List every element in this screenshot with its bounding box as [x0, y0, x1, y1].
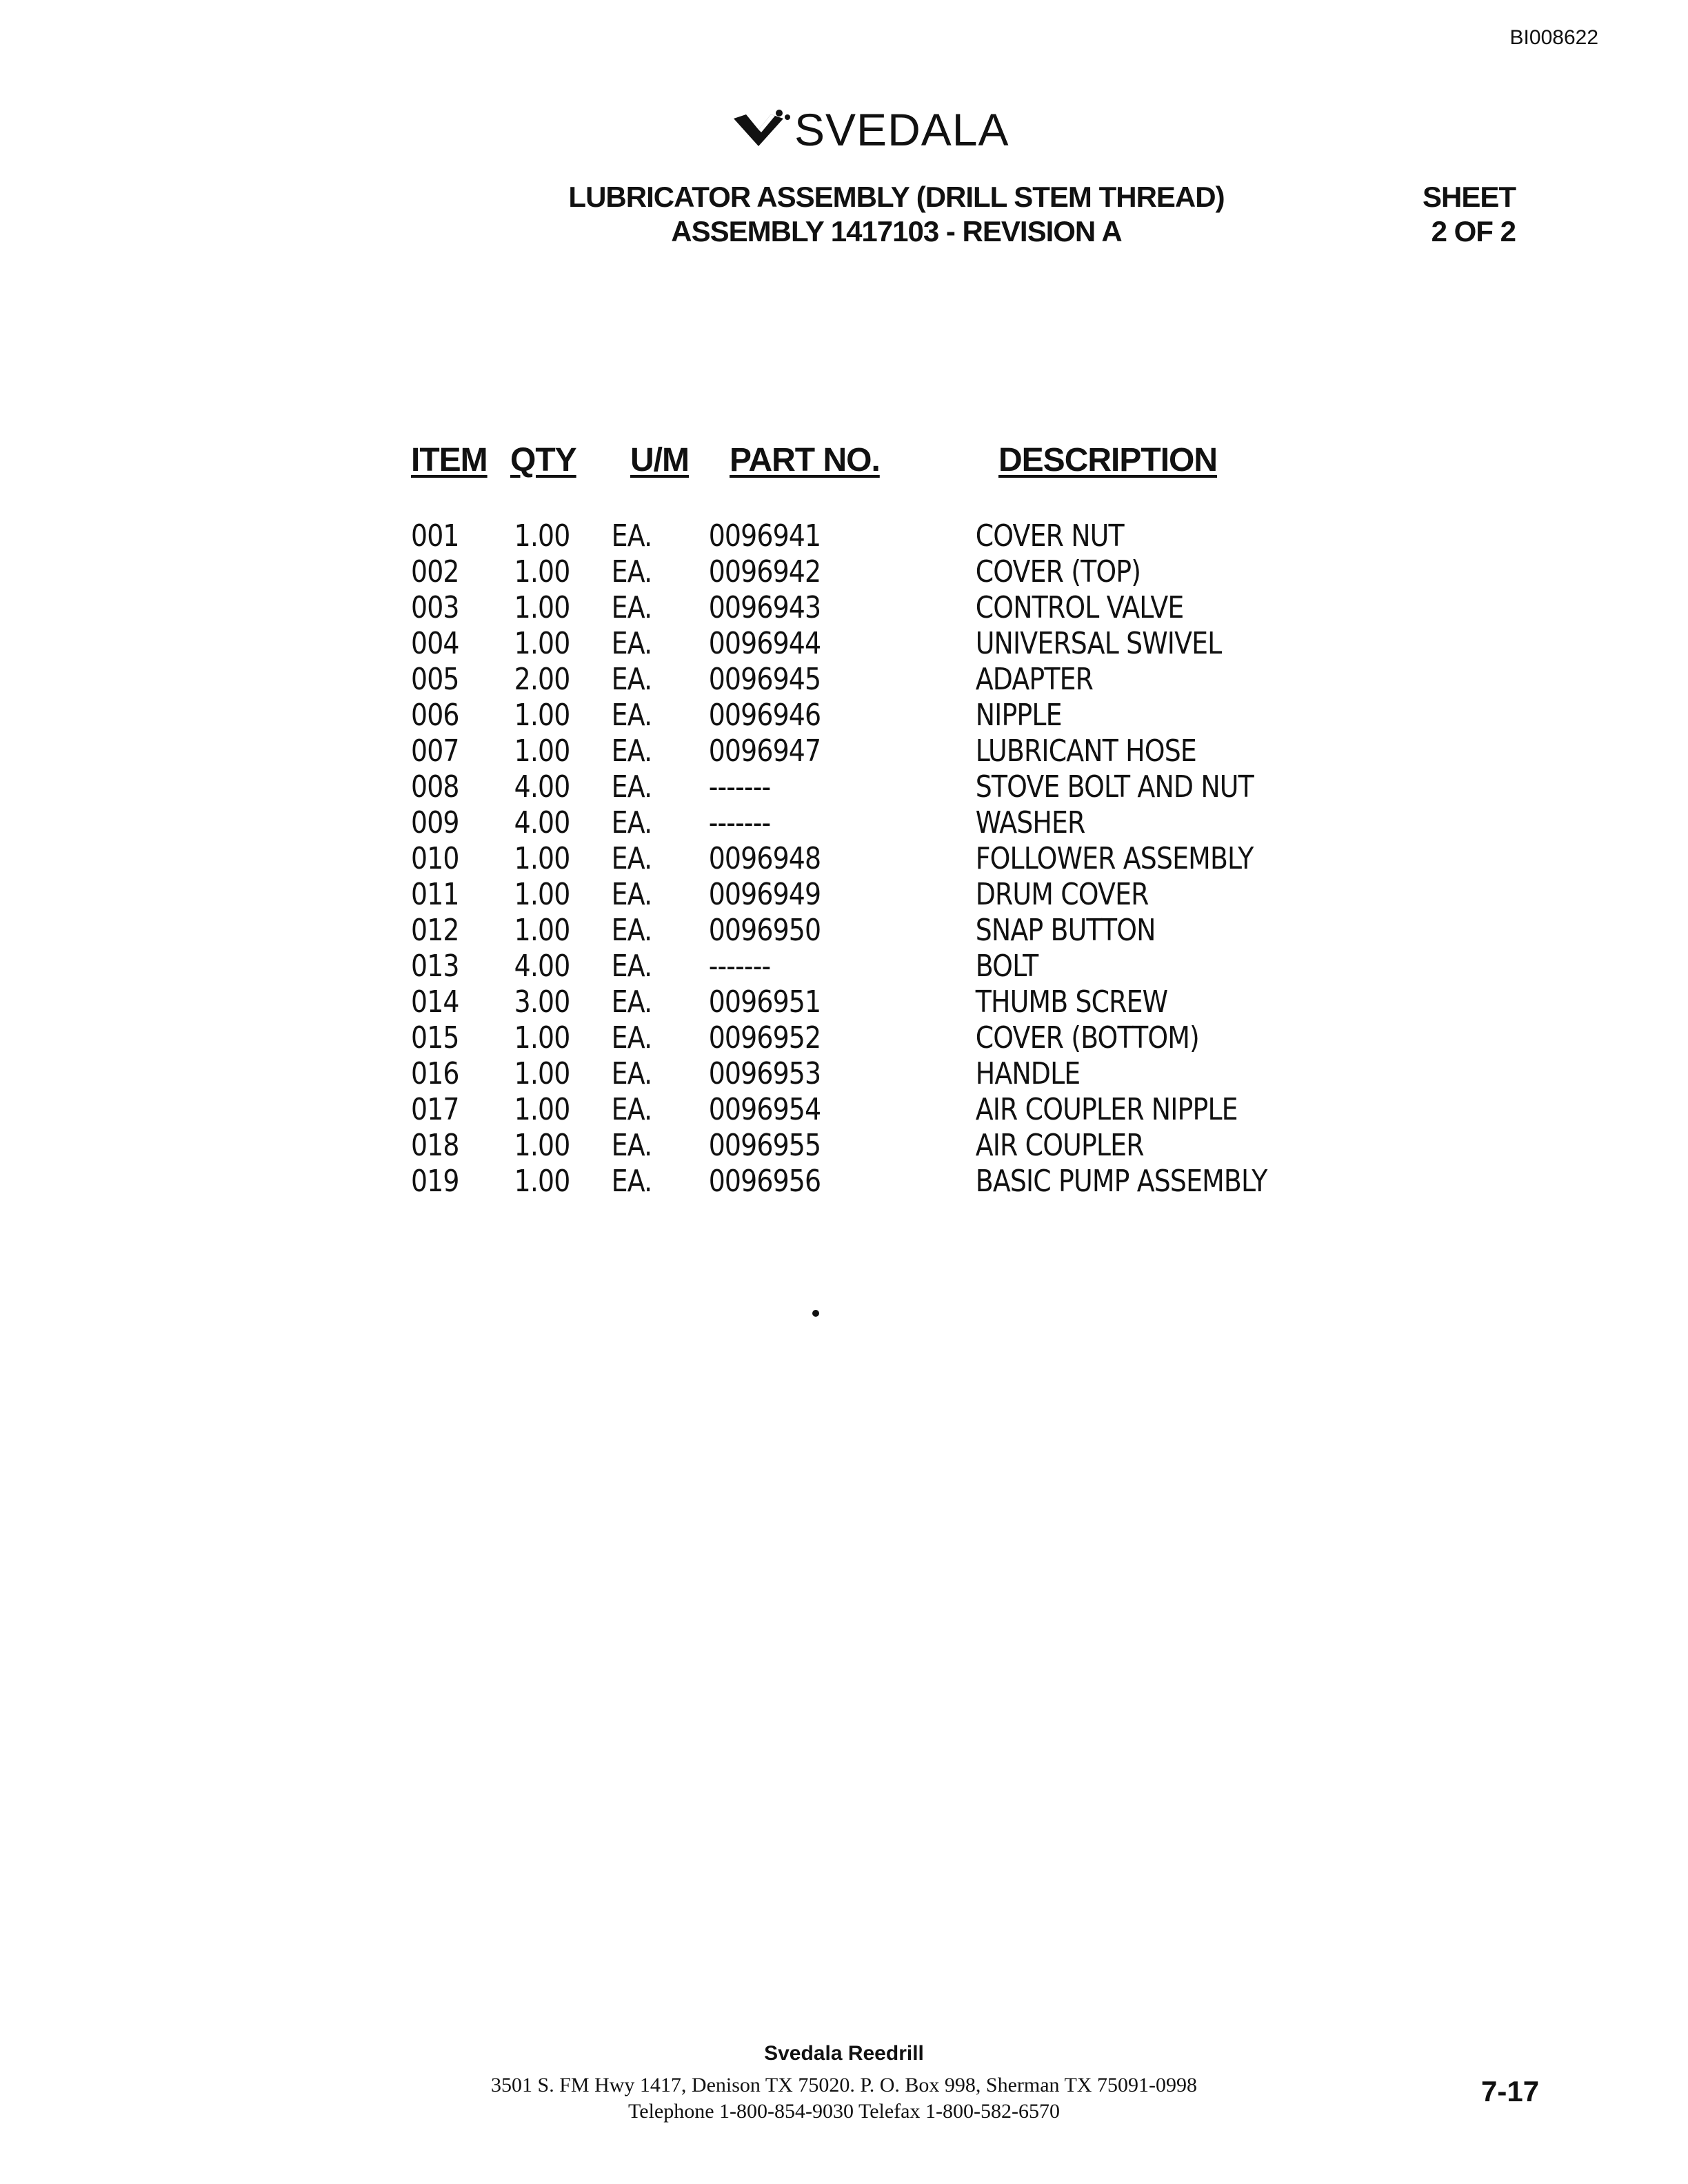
cell-description: BOLT — [975, 949, 1038, 984]
cell-description: COVER (BOTTOM) — [975, 1020, 1199, 1055]
cell-description: WASHER — [975, 805, 1085, 840]
cell-description: COVER (TOP) — [975, 554, 1141, 589]
cell-item: 005 — [411, 662, 459, 697]
cell-um: EA. — [611, 841, 652, 876]
cell-item: 006 — [411, 698, 459, 733]
svedala-logo — [731, 103, 1009, 156]
cell-qty: 1.00 — [514, 1092, 570, 1127]
cell-description: NIPPLE — [975, 698, 1062, 733]
table-row — [57, 1128, 1509, 1164]
cell-description: DRUM COVER — [975, 877, 1149, 912]
table-row — [57, 913, 1509, 949]
cell-part-no: ------- — [708, 805, 771, 840]
table-row — [57, 554, 1509, 590]
cell-qty: 4.00 — [514, 949, 570, 984]
cell-part-no: ------- — [708, 949, 771, 984]
table-row — [57, 769, 1509, 805]
table-row — [57, 662, 1509, 698]
cell-qty: 1.00 — [514, 877, 570, 912]
cell-part-no: 0096947 — [708, 734, 821, 769]
cell-item: 008 — [411, 769, 459, 805]
cell-item: 019 — [411, 1164, 459, 1199]
cell-um: EA. — [611, 1056, 652, 1091]
cell-item: 013 — [411, 949, 459, 984]
cell-qty: 1.00 — [514, 554, 570, 589]
document-title: LUBRICATOR ASSEMBLY (DRILL STEM THREAD) — [568, 181, 1225, 213]
cell-qty: 1.00 — [514, 698, 570, 733]
cell-part-no: 0096942 — [708, 554, 821, 589]
cell-um: EA. — [611, 805, 652, 840]
cell-qty: 1.00 — [514, 841, 570, 876]
footer-company: Svedala Reedrill — [764, 2042, 924, 2065]
cell-item: 009 — [411, 805, 459, 840]
cell-qty: 1.00 — [514, 1020, 570, 1055]
cell-item: 011 — [411, 877, 459, 912]
document-id: BI008622 — [1509, 26, 1598, 49]
column-header-item: ITEM — [411, 442, 488, 478]
cell-part-no: ------- — [708, 769, 771, 805]
cell-qty: 4.00 — [514, 769, 570, 805]
cell-item: 015 — [411, 1020, 459, 1055]
cell-part-no: 0096948 — [708, 841, 821, 876]
table-row — [57, 1056, 1509, 1092]
cell-um: EA. — [611, 769, 652, 805]
document-subtitle: ASSEMBLY 1417103 - REVISION A — [671, 215, 1122, 247]
logo-text: SVEDALA — [794, 104, 1009, 155]
cell-item: 012 — [411, 913, 459, 948]
table-row — [57, 805, 1509, 841]
cell-um: EA. — [611, 590, 652, 625]
table-row — [57, 841, 1509, 877]
footer-phone: Telephone 1-800-854-9030 Telefax 1-800-582-6570 — [628, 2100, 1060, 2123]
cell-part-no: 0096943 — [708, 590, 821, 625]
cell-qty: 1.00 — [514, 626, 570, 661]
table-row — [57, 949, 1509, 984]
table-row — [57, 698, 1509, 734]
cell-item: 016 — [411, 1056, 459, 1091]
table-row — [57, 626, 1509, 662]
cell-description: SNAP BUTTON — [975, 913, 1156, 948]
cell-part-no: 0096946 — [708, 698, 821, 733]
cell-um: EA. — [611, 734, 652, 769]
stray-dot — [812, 1310, 819, 1317]
cell-item: 001 — [411, 518, 459, 554]
table-row — [57, 590, 1509, 626]
cell-qty: 2.00 — [514, 662, 570, 697]
cell-description: HANDLE — [975, 1056, 1081, 1091]
cell-item: 010 — [411, 841, 459, 876]
cell-part-no: 0096941 — [708, 518, 821, 554]
table-row — [57, 518, 1509, 554]
table-row — [57, 1092, 1509, 1128]
column-header-part-no: PART NO. — [730, 442, 880, 478]
cell-um: EA. — [611, 984, 652, 1020]
cell-description: AIR COUPLER NIPPLE — [975, 1092, 1238, 1127]
column-header-qty: QTY — [510, 442, 576, 478]
cell-description: COVER NUT — [975, 518, 1124, 554]
table-row — [57, 734, 1509, 769]
cell-qty: 1.00 — [514, 1128, 570, 1163]
cell-item: 014 — [411, 984, 459, 1020]
cell-um: EA. — [611, 877, 652, 912]
table-row — [57, 877, 1509, 913]
cell-description: BASIC PUMP ASSEMBLY — [975, 1164, 1267, 1199]
cell-um: EA. — [611, 518, 652, 554]
cell-um: EA. — [611, 662, 652, 697]
cell-description: AIR COUPLER — [975, 1128, 1144, 1163]
cell-part-no: 0096953 — [708, 1056, 821, 1091]
cell-part-no: 0096954 — [708, 1092, 821, 1127]
cell-qty: 1.00 — [514, 518, 570, 554]
cell-part-no: 0096952 — [708, 1020, 821, 1055]
sheet-value: 2 OF 2 — [1431, 215, 1516, 247]
cell-qty: 1.00 — [514, 590, 570, 625]
cell-qty: 3.00 — [514, 984, 570, 1020]
cell-item: 004 — [411, 626, 459, 661]
cell-description: FOLLOWER ASSEMBLY — [975, 841, 1254, 876]
cell-description: ADAPTER — [975, 662, 1094, 697]
cell-qty: 4.00 — [514, 805, 570, 840]
cell-part-no: 0096945 — [708, 662, 821, 697]
cell-item: 018 — [411, 1128, 459, 1163]
cell-um: EA. — [611, 626, 652, 661]
cell-um: EA. — [611, 1020, 652, 1055]
footer-address: 3501 S. FM Hwy 1417, Denison TX 75020. P. O. Box 998, Sherman TX 75091-0998 — [491, 2074, 1197, 2096]
column-header-description: DESCRIPTION — [998, 442, 1218, 478]
cell-um: EA. — [611, 698, 652, 733]
column-header-um: U/M — [630, 442, 689, 478]
cell-part-no: 0096955 — [708, 1128, 821, 1163]
cell-part-no: 0096956 — [708, 1164, 821, 1199]
cell-description: THUMB SCREW — [975, 984, 1168, 1020]
cell-description: CONTROL VALVE — [975, 590, 1184, 625]
table-row — [57, 984, 1509, 1020]
cell-qty: 1.00 — [514, 1164, 570, 1199]
cell-um: EA. — [611, 913, 652, 948]
cell-um: EA. — [611, 949, 652, 984]
cell-part-no: 0096944 — [708, 626, 821, 661]
svedala-logo-icon — [731, 109, 792, 150]
parts-table — [0, 518, 1688, 1200]
cell-item: 017 — [411, 1092, 459, 1127]
cell-um: EA. — [611, 1128, 652, 1163]
table-row — [57, 1020, 1509, 1056]
cell-description: STOVE BOLT AND NUT — [975, 769, 1254, 805]
cell-um: EA. — [611, 554, 652, 589]
cell-part-no: 0096951 — [708, 984, 821, 1020]
page-number: 7-17 — [1481, 2075, 1540, 2107]
sheet-label: SHEET — [1422, 181, 1516, 213]
cell-item: 002 — [411, 554, 459, 589]
cell-description: LUBRICANT HOSE — [975, 734, 1196, 769]
cell-part-no: 0096949 — [708, 877, 821, 912]
cell-qty: 1.00 — [514, 734, 570, 769]
cell-qty: 1.00 — [514, 913, 570, 948]
cell-qty: 1.00 — [514, 1056, 570, 1091]
cell-description: UNIVERSAL SWIVEL — [975, 626, 1222, 661]
cell-um: EA. — [611, 1164, 652, 1199]
cell-item: 007 — [411, 734, 459, 769]
table-row — [57, 1164, 1509, 1200]
cell-item: 003 — [411, 590, 459, 625]
cell-um: EA. — [611, 1092, 652, 1127]
cell-part-no: 0096950 — [708, 913, 821, 948]
